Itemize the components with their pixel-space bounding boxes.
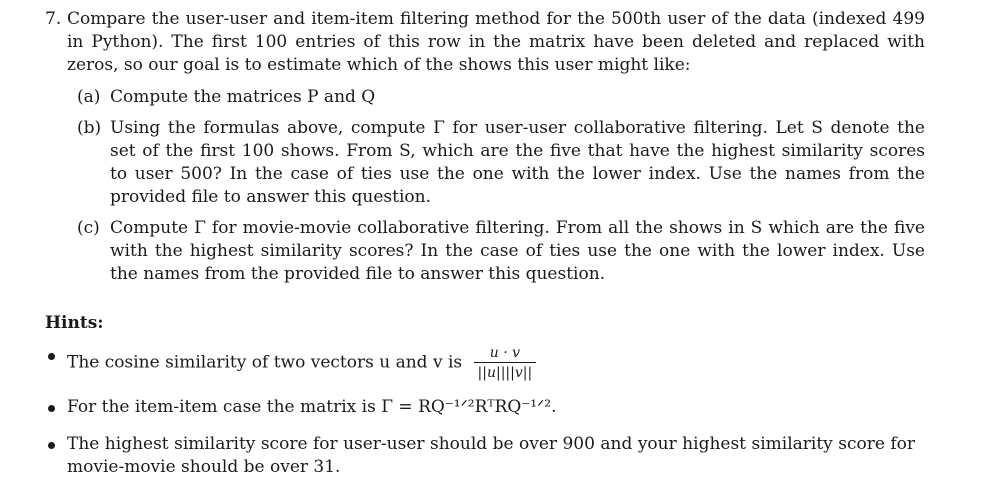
hint-item-scores [45,433,915,479]
bullet-icon [48,405,55,412]
part-a-text: Compute the matrices P and Q [110,87,376,107]
part-b-text: Using the formulas above, compute Γ for user-user collaborative filtering. Let S denote the set of the first 100 shows. From S, which are the five that have the highest similarity scores to user 500? In the case of ties use the one with the lower index. Use the names from the provided file to answer this question. [110,118,925,207]
hints-heading: Hints: [45,313,104,333]
hint-matrix-text: For the item-item case the matrix is Γ = RQ⁻¹ᐟ²RᵀRQ⁻¹ᐟ². [67,397,557,417]
part-c [77,217,925,286]
part-b-label: (b) [77,118,102,138]
question-intro [45,8,925,77]
part-b [77,117,925,209]
question-number: 7. [45,9,62,29]
question-text: Compare the user-user and item-item filtering method for the 500th user of the data (indexed 499 in Python). The first 100 entries of this row in the matrix have been deleted and replaced with zeros, so our goal is to estimate which of the shows this user might like: [67,9,925,75]
hint-item-matrix [45,396,915,419]
part-a-label: (a) [77,87,101,107]
question-parts [77,86,925,286]
fraction-denominator: ||u||||v|| [474,362,537,382]
fraction-numerator: u · v [489,345,521,361]
cosine-fraction [474,344,537,382]
part-c-text: Compute Γ for movie-movie collaborative filtering. From all the shows in S which are the five with the highest similarity scores? In the case of ties use the one with the lower index. Use the names from the provided file to answer this question. [110,218,925,284]
part-c-label: (c) [77,218,100,238]
hints-list [45,340,915,479]
bullet-icon [48,442,55,449]
hint-item-cosine [45,344,915,382]
bullet-icon [48,353,55,360]
question-7 [45,8,925,294]
hint-cosine-text: The cosine similarity of two vectors u and v is [67,352,463,373]
part-a [77,86,925,109]
hint-scores-text: The highest similarity score for user-user should be over 900 and your highest similarity score for movie-movie should be over 31. [67,434,915,477]
